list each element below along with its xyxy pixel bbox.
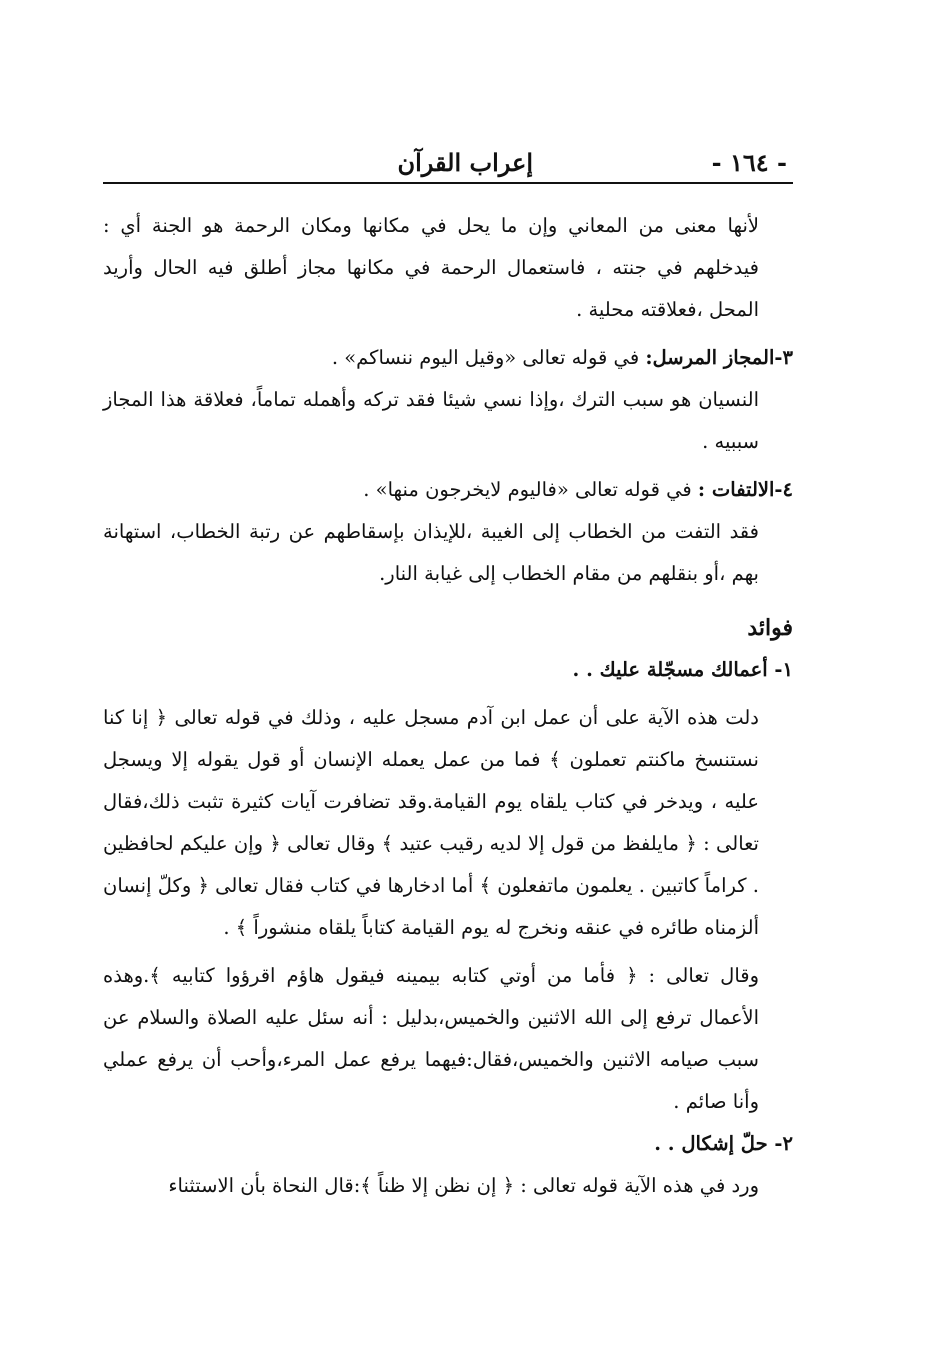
heading-iltifat-label: ٤-الالتفات : [697,478,793,501]
heading-majaz-mursal-label: ٣-المجاز المرسل: [645,346,793,369]
page-header [103,148,793,184]
heading-iltifat [103,469,793,511]
subheading-faida-1: ١- أعمالك مسجّلة عليك . . [572,658,793,681]
heading-iltifat-text: في قوله تعالى «فاليوم لايخرجون منها» . [363,478,698,501]
paragraph-faida-1-a: دلت هذه الآية على أن عمل ابن آدم مسجل عليه ، وذلك في قوله تعالى ﴿ إنا كنا نستنسخ ماكنتم تعملون ﴾ فما من عمل يعمله الإنسان أو قول يقوله إلا ويسجل عليه ، ويدخر في كتاب يلقاه يوم القيامة.وقد تضافرت آيات كثيرة تثبت ذلك،فقال تعالى : ﴿ مايلفظ من قول إلا لديه رقيب عتيد ﴾ وقال تعالى ﴿ وإن عليكم لحافظين . كراماً كاتبين . يعلمون ماتفعلون ﴾ أما ادخارها في كتاب فقال تعالى ﴿ وكلّ إنسان ألزمناه طائره في عنقه ونخرج له يوم القيامة كتاباً يلقاه منشوراً ﴾ . [103,706,759,939]
heading-majaz-mursal [103,337,793,379]
paragraph-1: لأنها معنى من المعاني وإن ما يحل في مكانها ومكان الرحمة هو الجنة أي : فيدخلهم في جنته ، فاستعمال الرحمة في مكانها مجاز أطلق فيه الحال وأريد المحل ،فعلاقته محلية . [103,214,759,321]
page-number: - ١٦٤ - [711,148,787,177]
page-content [103,205,793,1207]
heading-majaz-mursal-text: في قوله تعالى «وقيل اليوم ننساكم» . [331,346,646,369]
section-title-fawaid: فوائد [747,615,793,641]
paragraph-faida-2: ورد في هذه الآية قوله تعالى : ﴿ إن نظن إلا ظناً ﴾:قال النحاة بأن الاستثناء [168,1174,759,1197]
paragraph-majaz-mursal: النسيان هو سبب الترك ،وإذا نسي شيئا فقد تركه وأهمله تماماً، فعلاقة هذا المجاز سببيه . [103,388,759,453]
paragraph-faida-1-b: وقال تعالى : ﴿ فأما من أوتي كتابه بيمينه فيقول هاؤم اقرؤوا كتابيه ﴾.وهذه الأعمال ترفع إلى الله الاثنين والخميس،بدليل : أنه سئل عليه الصلاة والسلام عن سبب صيامه الاثنين والخميس،فقال:فيهما يرفع عمل المرء،وأحب أن يرفع عملي وأنا صائم . [103,964,759,1113]
subheading-faida-2: ٢- حلّ إشكال . . [654,1132,793,1155]
running-title: إعراب القرآن [397,148,533,177]
paragraph-iltifat: فقد التفت من الخطاب إلى الغيبة ،للإيذان بإسقاطهم عن رتبة الخطاب، استهانة بهم ،أو بنقلهم من مقام الخطاب إلى غيابة النار. [103,520,759,585]
